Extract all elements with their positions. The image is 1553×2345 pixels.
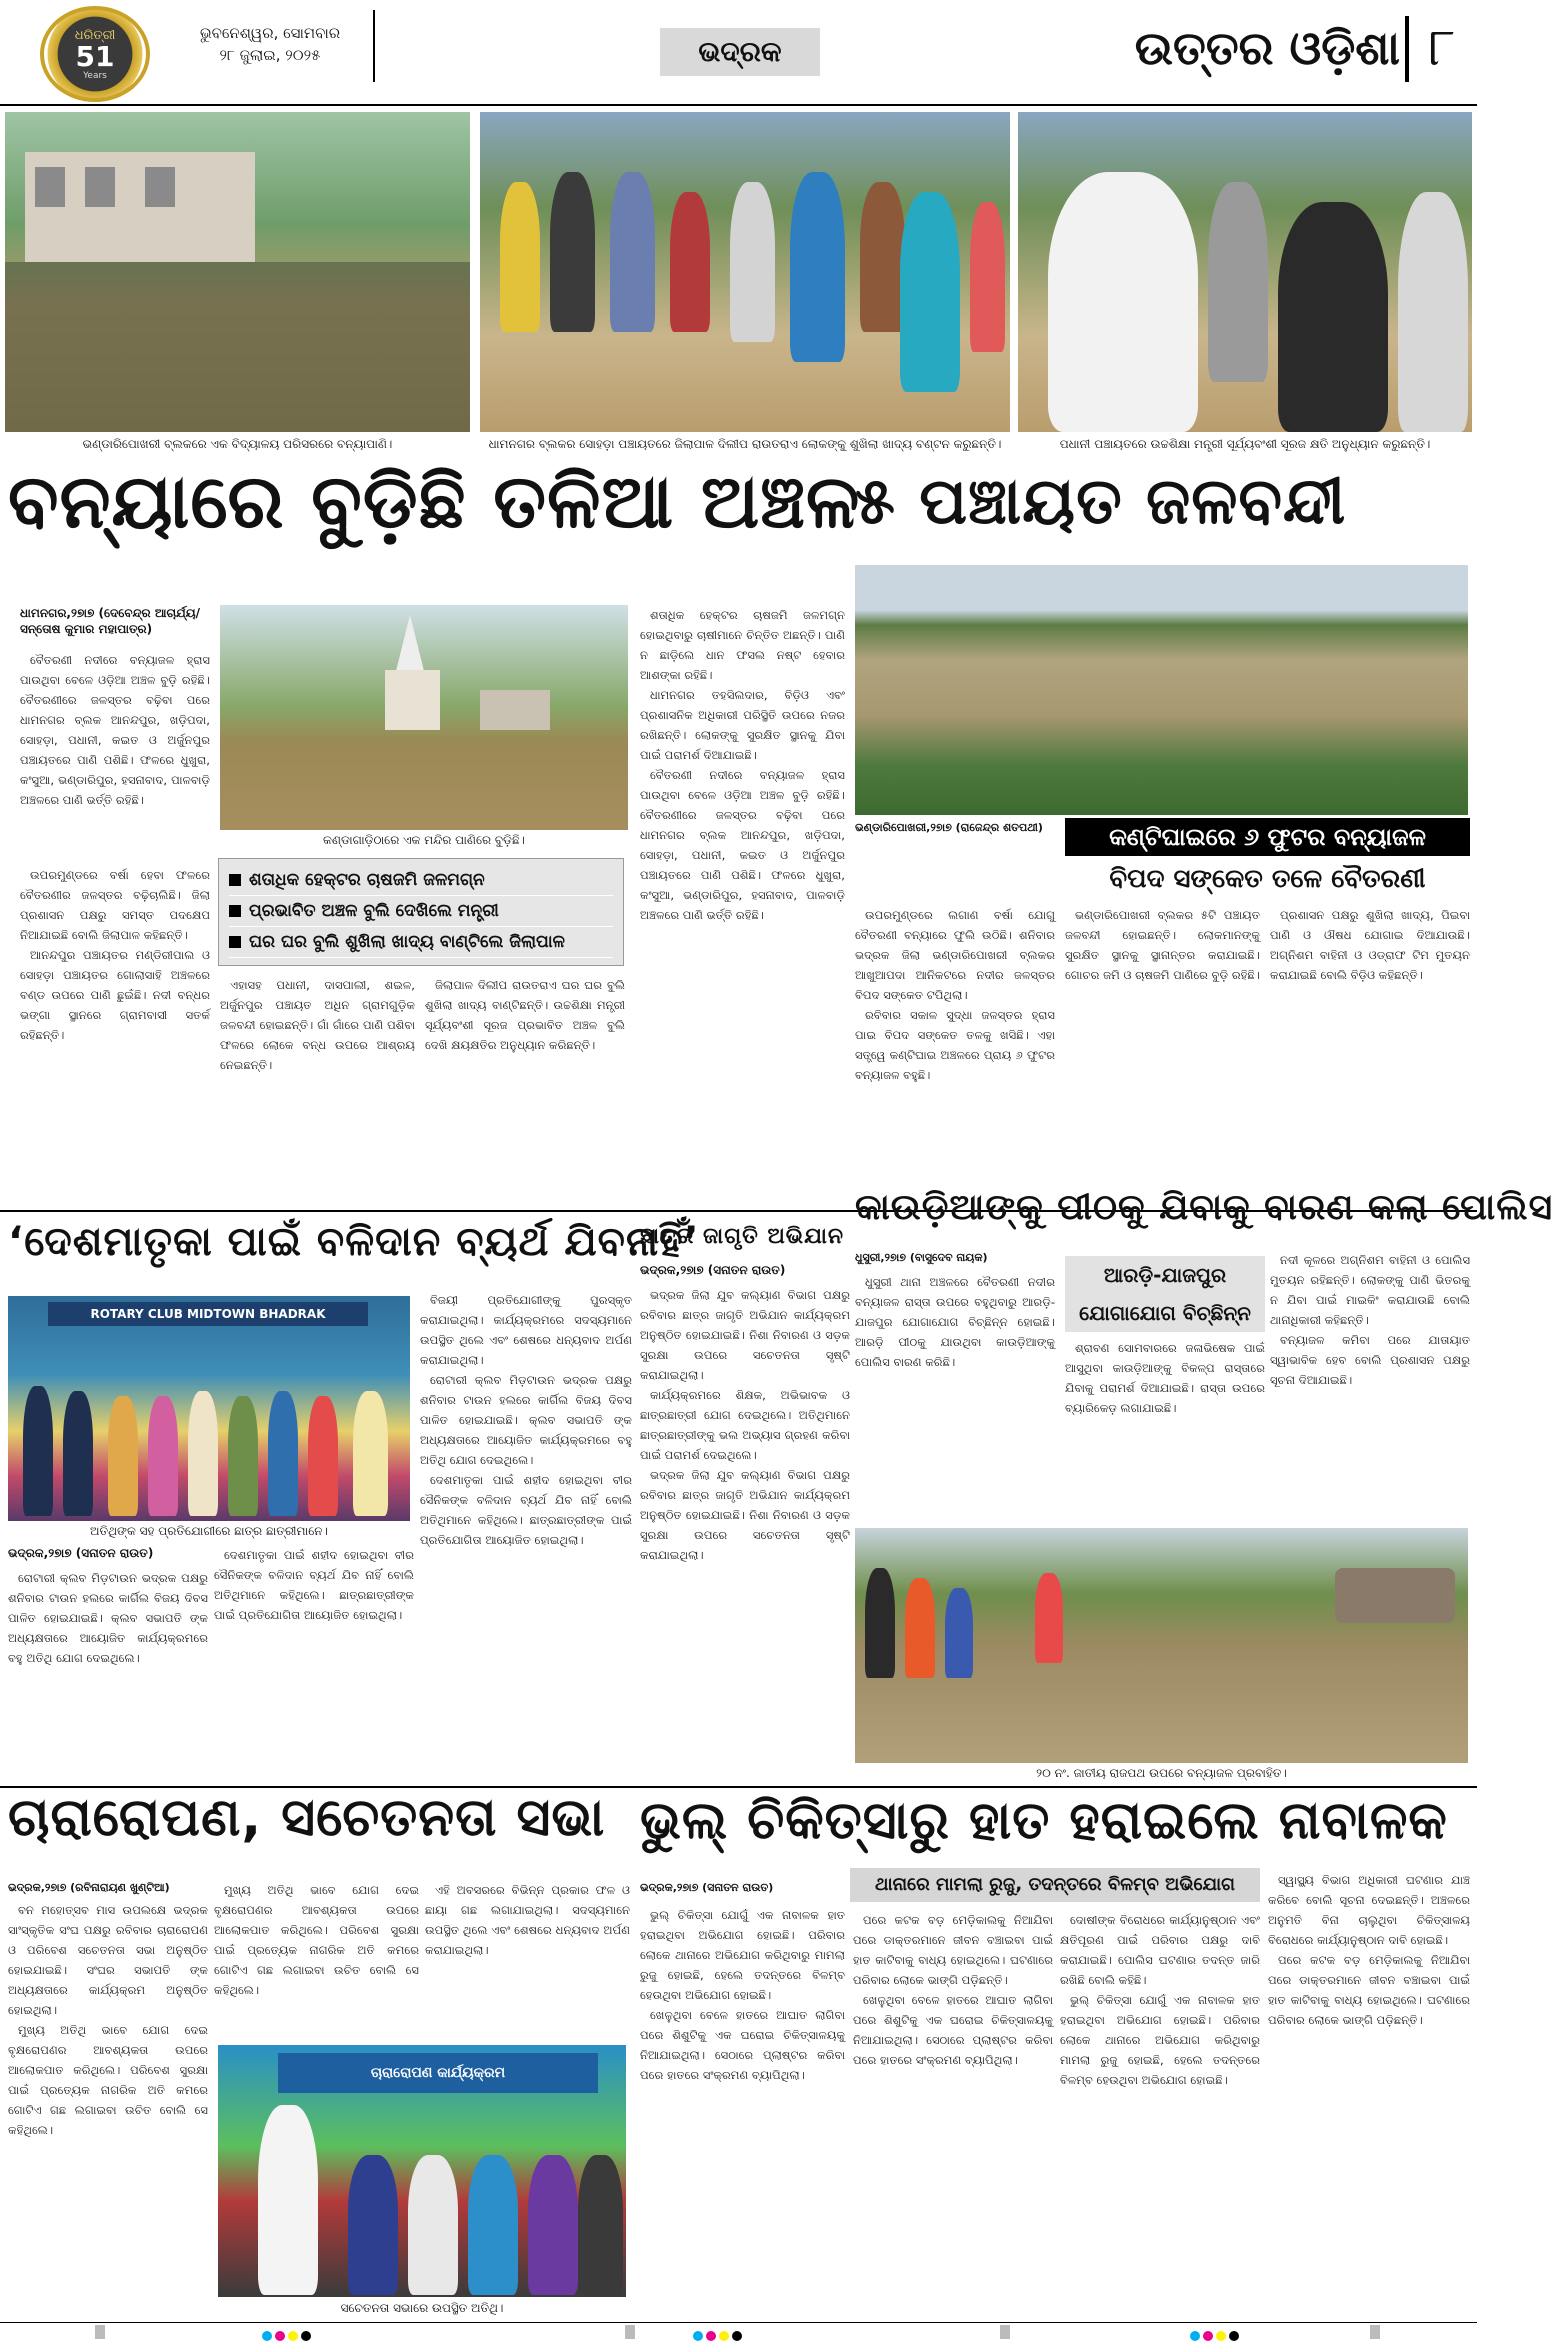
- masthead-emblem: [40, 6, 150, 102]
- story7-headline: ଭୁଲ୍ ଚିକିତ୍ସାରୁ ହାତ ହରାଇଲେ ନାବାଳକ: [640, 1791, 1448, 1851]
- story7-para: ସ୍ୱାସ୍ଥ୍ୟ ବିଭାଗ ଅଧିକାରୀ ଘଟଣାର ଯାଞ୍ଚ କରିବେ ବୋଲି ସୂଚନା ଦେଇଛନ୍ତି। ଅଞ୍ଚଳରେ ଅନୁମତି ବିନା ଚାଲୁଥିବା ଚିକିତ୍ସାଳୟ ବିରୋଧରେ କାର୍ଯ୍ୟାନୁଷ୍ଠାନ ଦାବି ହୋଇଛି।: [1268, 1873, 1470, 1947]
- story5-photo-caption: ୨୦ ନଂ. ଜାତୀୟ ରାଜପଥ ଉପରେ ବନ୍ୟାଜଳ ପ୍ରବାହିତ।: [1036, 1766, 1287, 1780]
- story3-photo-caption: ଅତିଥିଙ୍କ ସହ ପ୍ରତିଯୋଗୀରେ ଛାତ୍ର ଛାତ୍ରୀମାନେ।: [90, 1524, 328, 1538]
- story3-col2: [214, 1545, 414, 1778]
- bullet-text: ପ୍ରଭାବିତ ଅଞ୍ଚଳ ବୁଲି ଦେଖିଲେ ମନ୍ତ୍ରୀ: [249, 901, 499, 921]
- story7-col3: [1060, 1910, 1260, 2320]
- story1-para: ବୈତରଣୀ ନଦୀରେ ବନ୍ୟାଜଳ ହ୍ରାସ ପାଉଥିବା ବେଳେ ଓଡ଼ିଆ ଅଞ୍ଚଳ ବୁଡ଼ି ରହିଛି। ବୈତରଣୀରେ ଜଳସ୍ତର ବଢ଼ିବା ପରେ ଧାମନଗର ବ୍ଲକ ଆନନ୍ଦପୁର, ଖଡ଼ିପଦା, ସୋହଡ଼ା, ପଧାନୀ, କଇତ ଓ ଅର୍ଜୁନପୁର ପଞ୍ଚାୟତରେ ପାଣି ପଶିଛି। ଫଳରେ ଧୁଖୁରା, କଂସୁଆ, ଭଣ୍ଡାରିପୁର, ହସନାବାଦ, ପାଳବାଡ଼ି ଅଞ୍ଚଳରେ ପାଣି ଭର୍ତ୍ତି ରହିଛି।: [20, 653, 210, 807]
- story7-byline: ଭଦ୍ରକ,୨୭ା୭ (ସନାତନ ରାଉତ): [640, 1881, 774, 1894]
- story5-para: ଧୁସୁରୀ ଥାନା ଅଞ୍ଚଳରେ ବୈତରଣୀ ନଦୀର ବନ୍ୟାଜଳ ରାସ୍ତା ଉପରେ ବହୁଥିବାରୁ ଆରଡ଼ି-ଯାଜପୁର ଯୋଗାଯୋଗ ବିଚ୍ଛିନ୍ନ ହୋଇଛି। ଆରଡ଼ି ପୀଠକୁ ଯାଉଥିବା କାଉଡ଼ିଆଙ୍କୁ ପୋଲିସ ବାରଣ କରିଛି।: [855, 1275, 1055, 1369]
- story2-river-photo: [855, 565, 1468, 815]
- story1-para: ଧାମନଗର ତହସିଲଦାର, ବିଡ଼ିଓ ଏବଂ ପ୍ରଶାସନିକ ଅଧିକାରୀ ପରିସ୍ଥିତି ଉପରେ ନଜର ରଖିଛନ୍ତି। ଲୋକଙ୍କୁ ସୁରକ୍ଷିତ ସ୍ଥାନକୁ ଯିବା ପାଇଁ ପରାମର୍ଶ ଦିଆଯାଇଛି।: [640, 688, 845, 762]
- story5-para: ବନ୍ୟାଜଳ କମିବା ପରେ ଯାତାୟାତ ସ୍ୱାଭାବିକ ହେବ ବୋଲି ପ୍ରଶାସନ ପକ୍ଷରୁ ସୂଚନା ଦିଆଯାଇଛି।: [1270, 1333, 1470, 1387]
- story2-byline: ଭଣ୍ଡାରିପୋଖରୀ,୨୭ା୭ (ରାଜେନ୍ଦ୍ର ଶତପଥୀ): [855, 821, 1043, 834]
- story1-temple-photo: [220, 605, 628, 830]
- bullet-text: ଘର ଘର ବୁଲି ଶୁଖିଲା ଖାଦ୍ୟ ବାଣ୍ଟିଲେ ଜିଲାପାଳ: [249, 932, 565, 952]
- story6-photo-caption: ସଚେତନତା ସଭାରେ ଉପସ୍ଥିତ ଅତିଥି।: [340, 2301, 504, 2315]
- story2-subhead: ବିପଦ ସଙ୍କେତ ତଳେ ବୈତରଣୀ: [1109, 864, 1426, 894]
- story5-para: ଶ୍ରାବଣ ସୋମବାରରେ ଜଳାଭିଷେକ ପାଇଁ ଆସୁଥିବା କାଉଡ଼ିଆଙ୍କୁ ବିକଳ୍ପ ରାସ୍ତାରେ ଯିବାକୁ ପରାମର୍ଶ ଦିଆଯାଇଛି। ରାସ୍ତା ଉପରେ ବ୍ୟାରିକେଡ଼ ଲଗାଯାଇଛି।: [1065, 1341, 1265, 1415]
- page-region-title: ଉତ୍ତର ଓଡ଼ିଶା: [1134, 21, 1400, 75]
- story1-headline: ବନ୍ୟାରେ ବୁଡ଼ିଛି ତଳିଆ ଅଞ୍ଚଳ: [8, 459, 861, 545]
- story6-para: ଏହି ଅବସରରେ ବିଭିନ୍ନ ପ୍ରକାର ଫଳ ଓ ଛାୟା ଗଛ ଲଗାଯାଇଥିଲା। ସଦସ୍ୟମାନେ ଉପସ୍ଥିତ ଥିଲେ ଏବଂ ଶେଷରେ ଧନ୍ୟବାଦ ଅର୍ପଣ କରାଯାଇଥିଲା।: [425, 1883, 630, 1957]
- story2-headline: ୫ ପଞ୍ଚାୟତ ଜଳବନ୍ଦୀ: [855, 465, 1347, 539]
- story6-para: ମୁଖ୍ୟ ଅତିଥି ଭାବେ ଯୋଗ ଦେଇ ବୃକ୍ଷରୋପଣର ଆବଶ୍ୟକତା ଉପରେ ଆଲୋକପାତ କରିଥିଲେ। ପରିବେଶ ସୁରକ୍ଷା ପାଇଁ ପ୍ରତ୍ୟେକ ନାଗରିକ ଅତି କମରେ ଗୋଟିଏ ଗଛ ଲଗାଇବା ଉଚିତ ବୋଲି ସେ କହିଥିଲେ।: [214, 1883, 419, 1997]
- story3-event-photo: [8, 1296, 410, 1521]
- color-registration-dots: [1190, 2326, 1250, 2338]
- color-registration-dots: [262, 2326, 322, 2338]
- emblem-number: 51: [75, 39, 115, 73]
- story6-para: ବନ ମହୋତ୍ସବ ମାସ ଉପଲକ୍ଷେ ଭଦ୍ରକ ସାଂସ୍କୃତିକ ସଂଘ ପକ୍ଷରୁ ରବିବାର ଚାରାରୋପଣ ଓ ପରିବେଶ ସଚେତନତା ସଭା ଅନୁଷ୍ଠିତ ହୋଇଯାଇଛି। ସଂଘର ସଭାପତି ଙ୍କ ଅଧ୍ୟକ୍ଷତାରେ କାର୍ଯ୍ୟକ୍ରମ ଅନୁଷ୍ଠିତ ହୋଇଥିଲା।: [8, 1903, 208, 2017]
- story1-col4: [640, 605, 845, 1205]
- story6-headline: ଚାରାରୋପଣ, ସଚେତନତା ସଭା: [8, 1788, 606, 1848]
- story7-col4: [1268, 1870, 1470, 2320]
- registration-mark: [95, 2325, 105, 2339]
- story7-para: ଭୁଲ୍ ଚିକିତ୍ସା ଯୋଗୁଁ ଏକ ନାବାଳକ ହାତ ହରାଇଥିବା ଅଭିଯୋଗ ହୋଇଛି। ପରିବାର ଲୋକେ ଥାନାରେ ଅଭିଯୋଗ କରିଥିବାରୁ ମାମଲା ରୁଜୁ ହୋଇଛି, ହେଲେ ତଦନ୍ତରେ ବିଳମ୍ବ ହେଉଥିବା ଅଭିଯୋଗ ହୋଇଛି।: [1060, 1993, 1260, 2087]
- story6-col1: [8, 1900, 208, 2320]
- emblem-subtitle: Years: [83, 70, 107, 81]
- relief-distribution-photo: [480, 112, 1010, 432]
- story3-headline: ‘ଦେଶମାତୃକା ପାଇଁ ବଳିଦାନ ବ୍ୟର୍ଥ ଯିବନାହିଁ’: [8, 1219, 700, 1265]
- story4-byline: ଭଦ୍ରକ,୨୭ା୭ (ସନାତନ ରାଉତ): [640, 1263, 786, 1277]
- flood-school-photo: [5, 112, 470, 432]
- story5-col2: [1065, 1338, 1265, 1522]
- dateline-date: ୨୮ ଜୁଲାଇ, ୨୦୨୫: [219, 46, 321, 64]
- dateline: [165, 22, 375, 66]
- story4-col1: [640, 1285, 850, 1778]
- story1-para: ଆନନ୍ଦପୁର ପଞ୍ଚାୟତର ମଣ୍ଡିରୀପାଲ ଓ ସୋହଡ଼ା ପଞ୍ଚାୟତର ଗୋଲାସାହି ଅଞ୍ଚଳରେ ବଣ୍ଡ ଉପରେ ପାଣି ଛୁଇଁଛି। ନଦୀ ବନ୍ଧର ଭଙ୍ଗା ସ୍ଥାନରେ ଗ୍ରାମବାସୀ ସତର୍କ ରହିଛନ୍ତି।: [20, 948, 210, 1042]
- header-divider-right: [1405, 16, 1409, 82]
- top-rule: [0, 104, 1477, 106]
- story7-para: ଖେଳୁଥିବା ବେଳେ ହାତରେ ଆଘାତ ଲାଗିବା ପରେ ଶିଶୁଟିକୁ ଏକ ଘରୋଇ ଚିକିତ୍ସାଳୟକୁ ନିଆଯାଇଥିଲା। ସେଠାରେ ପ୍ଲାଷ୍ଟର କରିବା ପରେ ହାତରେ ସଂକ୍ରମଣ ବ୍ୟାପିଥିଲା।: [640, 2008, 845, 2082]
- bullet-item: [229, 896, 613, 927]
- story5-flooded-road-photo: [855, 1528, 1468, 1763]
- story3-para: ଦେଶମାତୃକା ପାଇଁ ଶହୀଦ ହୋଇଥିବା ବୀର ସୈନିକଙ୍କ ବଳିଦାନ ବ୍ୟର୍ଥ ଯିବ ନାହିଁ ବୋଲି ଅତିଥିମାନେ କହିଥିଲେ। ଛାତ୍ରଛାତ୍ରୀଙ୍କ ପାଇଁ ପ୍ରତିଯୋଗିତା ଆୟୋଜିତ ହୋଇଥିଲା।: [214, 1548, 414, 1622]
- story7-para: ଦୋଷୀଙ୍କ ବିରୋଧରେ କାର୍ଯ୍ୟାନୁଷ୍ଠାନ ଏବଂ କ୍ଷତିପୂରଣ ପାଇଁ ପରିବାର ପକ୍ଷରୁ ଦାବି କରାଯାଇଛି। ପୋଲିସ ଘଟଣାର ତଦନ୍ତ ଜାରି ରଖିଛି ବୋଲି କହିଛି।: [1060, 1913, 1260, 1987]
- story6-byline: ଭଦ୍ରକ,୨୭ା୭ (ରବିନାରାୟଣ ଖୁଣ୍ଟିଆ): [8, 1881, 170, 1894]
- story1-para: ଏହାସହ ପଧାନୀ, ଦାସପାଲୀ, ଶଇଳ, ଅର୍ଜୁନପୁର ପଞ୍ଚାୟତ ଅଧିନ ଗ୍ରାମଗୁଡ଼ିକ ଜଳବନ୍ଦୀ ହୋଇଛନ୍ତି। ଗାଁ ଗାଁରେ ପାଣି ପଶିବା ଫଳରେ ଲୋକେ ବନ୍ଧ ଉପରେ ଆଶ୍ରୟ ନେଇଛନ୍ତି।: [220, 978, 415, 1072]
- story3-para: ରୋଟାରୀ କ୍ଲବ ମିଡ଼ଟାଉନ ଭଦ୍ରକ ପକ୍ଷରୁ ଶନିବାର ଟାଉନ ହଲରେ କାର୍ଗିଲ ବିଜୟ ଦିବସ ପାଳିତ ହୋଇଯାଇଛି। କ୍ଲବ ସଭାପତି ଙ୍କ ଅଧ୍ୟକ୍ଷତାରେ ଆୟୋଜିତ କାର୍ଯ୍ୟକ୍ରମରେ ବହୁ ଅତିଥି ଯୋଗ ଦେଇଥିଲେ।: [420, 1373, 632, 1467]
- story7-col1: [640, 1905, 845, 2320]
- story1-bullets: [218, 858, 624, 966]
- story1-col3: [425, 975, 625, 1205]
- story5-headline: କାଉଡ଼ିଆଙ୍କୁ ପୀଠକୁ ଯିବାକୁ ବାରଣ କଲା ପୋଲିସ: [855, 1187, 1553, 1228]
- story3-para: ରୋଟାରୀ କ୍ଲବ ମିଡ଼ଟାଉନ ଭଦ୍ରକ ପକ୍ଷରୁ ଶନିବାର ଟାଉନ ହଲରେ କାର୍ଗିଲ ବିଜୟ ଦିବସ ପାଳିତ ହୋଇଯାଇଛି। କ୍ଲବ ସଭାପତି ଙ୍କ ଅଧ୍ୟକ୍ଷତାରେ ଆୟୋଜିତ କାର୍ଯ୍ୟକ୍ରମରେ ବହୁ ଅତିଥି ଯୋଗ ଦେଇଥିଲେ।: [8, 1571, 208, 1665]
- story3-para: ଦେଶମାତୃକା ପାଇଁ ଶହୀଦ ହୋଇଥିବା ବୀର ସୈନିକଙ୍କ ବଳିଦାନ ବ୍ୟର୍ଥ ଯିବ ନାହିଁ ବୋଲି ଅତିଥିମାନେ କହିଥିଲେ। ଛାତ୍ରଛାତ୍ରୀଙ୍କ ପାଇଁ ପ୍ରତିଯୋଗିତା ଆୟୋଜିତ ହୋଇଥିଲା।: [420, 1473, 632, 1547]
- story4-para: କାର୍ଯ୍ୟକ୍ରମରେ ଶିକ୍ଷକ, ଅଭିଭାବକ ଓ ଛାତ୍ରଛାତ୍ରୀ ଯୋଗ ଦେଇଥିଲେ। ଅତିଥିମାନେ ଛାତ୍ରଛାତ୍ରୀଙ୍କୁ ଭଲ ଅଭ୍ୟାସ ଗ୍ରହଣ କରିବା ପାଇଁ ପରାମର୍ଶ ଦେଇଥିଲେ।: [640, 1388, 850, 1462]
- footer-rule: [0, 2322, 1477, 2323]
- story2-para: ପ୍ରଶାସନ ପକ୍ଷରୁ ଶୁଖିଲା ଖାଦ୍ୟ, ପିଇବା ପାଣି ଓ ଔଷଧ ଯୋଗାଇ ଦିଆଯାଉଛି। ଅଗ୍ନିଶମ ବାହିନୀ ଓ ଓଡ୍ରାଫ ଟିମ ମୁତୟନ କରାଯାଇଛି ବୋଲି ବିଡ଼ିଓ କହିଛନ୍ତି।: [1270, 908, 1470, 982]
- story3-col1: [8, 1568, 208, 1778]
- registration-mark: [1000, 2325, 1010, 2339]
- story7-col2: [853, 1910, 1053, 2320]
- story1-col1: [20, 650, 210, 860]
- story1-para: ଜିଲାପାଳ ଦିଲୀପ ରାଉତରାଏ ଘର ଘର ବୁଲି ଶୁଖିଲା ଖାଦ୍ୟ ବାଣ୍ଟିଛନ୍ତି। ଉଚ୍ଚଶିକ୍ଷା ମନ୍ତ୍ରୀ ସୂର୍ଯ୍ୟବଂଶୀ ସୂରଜ ପ୍ରଭାବିତ ଅଞ୍ଚଳ ବୁଲି ଦେଖି କ୍ଷୟକ୍ଷତିର ଅନୁଧ୍ୟାନ କରିଛନ୍ତି।: [425, 978, 625, 1052]
- story2-para: ଉପରମୁଣ୍ଡରେ ଲଗାଣ ବର୍ଷା ଯୋଗୁ ବୈତରଣୀ ବନ୍ୟାରେ ଫୁଲି ଉଠିଛି। ଶନିବାର ଭଦ୍ରକ ଜିଲା ଭଣ୍ଡାରିପୋଖରୀ ବ୍ଲକର ଆଖୁଆପଦା ଆନିକଟରେ ନଦୀର ଜଳସ୍ତର ବିପଦ ସଙ୍କେତ ଟପିଥିଲା।: [855, 908, 1055, 1002]
- story3-photo-banner: ROTARY CLUB MIDTOWN BHADRAK: [48, 1302, 368, 1326]
- photo-caption-2: ଧାମନଗର ବ୍ଲକର ସୋହଡ଼ା ପଞ୍ଚାୟତରେ ଜିଲାପାଳ ଦିଲୀପ ରାଉତରାଏ ଲୋକଙ୍କୁ ଶୁଖିଲା ଖାଦ୍ୟ ବଣ୍ଟନ କରୁଛନ୍ତି।: [488, 437, 1002, 451]
- story1-col2: [220, 975, 415, 1205]
- story1-para: ଉପରମୁଣ୍ଡରେ ବର୍ଷା ହେବା ଫଳରେ ବୈତରଣୀର ଜଳସ୍ତର ବଢ଼ିଚାଲିଛି। ଜିଲା ପ୍ରଶାସନ ପକ୍ଷରୁ ସମସ୍ତ ପଦକ୍ଷେପ ନିଆଯାଇଛି ବୋଲି ଜିଲାପାଳ କହିଛନ୍ତି।: [20, 868, 210, 942]
- photo-caption-1: ଭଣ୍ଡାରିପୋଖରୀ ବ୍ଲକରେ ଏକ ବିଦ୍ୟାଳୟ ପରିସରରେ ବନ୍ୟାପାଣି।: [82, 437, 393, 451]
- header-divider: [373, 10, 375, 82]
- story6-col2: [214, 1880, 419, 2040]
- story6-meeting-photo: [218, 2045, 626, 2297]
- story1-photo-caption: କଣ୍ଡାଗାଡ଼ିଠାରେ ଏକ ମନ୍ଦିର ପାଣିରେ ବୁଡ଼ିଛି।: [323, 833, 525, 847]
- registration-mark: [1370, 2325, 1380, 2339]
- story3-col3: [420, 1290, 632, 1778]
- story1-para: ଶତାଧିକ ହେକ୍ଟର ଚାଷଜମି ଜଳମଗ୍ନ ହୋଇଥିବାରୁ ଚାଷୀମାନେ ଚିନ୍ତିତ ଅଛନ୍ତି। ପାଣି ନ ଛାଡ଼ିଲେ ଧାନ ଫସଲ ନଷ୍ଟ ହେବାର ଆଶଙ୍କା ରହିଛି।: [640, 608, 845, 682]
- story7-para: ଖେଳୁଥିବା ବେଳେ ହାତରେ ଆଘାତ ଲାଗିବା ପରେ ଶିଶୁଟିକୁ ଏକ ଘରୋଇ ଚିକିତ୍ସାଳୟକୁ ନିଆଯାଇଥିଲା। ସେଠାରେ ପ୍ଲାଷ୍ଟର କରିବା ପରେ ହାତରେ ସଂକ୍ରମଣ ବ୍ୟାପିଥିଲା।: [853, 1993, 1053, 2067]
- story2-para: ଭଣ୍ଡାରିପୋଖରୀ ବ୍ଲକର ୫ଟି ପଞ୍ଚାୟତ ଜଳବନ୍ଦୀ ହୋଇଛନ୍ତି। ଲୋକମାନଙ୍କୁ ସୁରକ୍ଷିତ ସ୍ଥାନକୁ ସ୍ଥାନାନ୍ତର କରାଯାଇଛି। ଗୋଚର ଜମି ଓ ଚାଷଜମି ପାଣିରେ ବୁଡ଼ି ରହିଛି।: [1065, 908, 1260, 982]
- story5-col3: [1270, 1250, 1470, 1522]
- story2-col2: [1065, 905, 1260, 1205]
- bullet-text: ଶତାଧିକ ହେକ୍ଟର ଚାଷଜମି ଜଳମଗ୍ନ: [249, 870, 485, 890]
- story4-headline: ଛାତ୍ର ଜାଗୃତି ଅଭିଯାନ: [640, 1224, 845, 1249]
- photo-caption-3: ପଧାନୀ ପଞ୍ଚାୟତରେ ଉଚ୍ଚଶିକ୍ଷା ମନ୍ତ୍ରୀ ସୂର୍ଯ୍ୟବଂଶୀ ସୂରଜ କ୍ଷତି ଅନୁଧ୍ୟାନ କରୁଛନ୍ତି।: [1059, 437, 1431, 451]
- story3-para: ବିଜୟୀ ପ୍ରତିଯୋଗୀଙ୍କୁ ପୁରସ୍କୃତ କରାଯାଇଥିଲା। କାର୍ଯ୍ୟକ୍ରମରେ ସଦସ୍ୟମାନେ ଉପସ୍ଥିତ ଥିଲେ ଏବଂ ଶେଷରେ ଧନ୍ୟବାଦ ଅର୍ପଣ କରାଯାଇଥିଲା।: [420, 1293, 632, 1367]
- story2-col3: [1270, 905, 1470, 1205]
- story2-para: ରବିବାର ସକାଳ ସୁଦ୍ଧା ଜଳସ୍ତର ହ୍ରାସ ପାଇ ବିପଦ ସଙ୍କେତ ତଳକୁ ଖସିଛି। ଏହା ସତ୍ତ୍ୱେ କଣ୍ଟିଘାଇ ଅଞ୍ଚଳରେ ପ୍ରାୟ ୬ ଫୁଟର ବନ୍ୟାଜଳ ବହୁଛି।: [855, 1008, 1055, 1082]
- story7-para: ଭୁଲ୍ ଚିକିତ୍ସା ଯୋଗୁଁ ଏକ ନାବାଳକ ହାତ ହରାଇଥିବା ଅଭିଯୋଗ ହୋଇଛି। ପରିବାର ଲୋକେ ଥାନାରେ ଅଭିଯୋଗ କରିଥିବାରୁ ମାମଲା ରୁଜୁ ହୋଇଛି, ହେଲେ ତଦନ୍ତରେ ବିଳମ୍ବ ହେଉଥିବା ଅଭିଯୋଗ ହୋଇଛି।: [640, 1908, 845, 2002]
- story5-byline: ଧୁସୁରୀ,୨୭ା୭ (ବାସୁଦେବ ନାୟକ): [855, 1251, 988, 1264]
- story6-para: ମୁଖ୍ୟ ଅତିଥି ଭାବେ ଯୋଗ ଦେଇ ବୃକ୍ଷରୋପଣର ଆବଶ୍ୟକତା ଉପରେ ଆଲୋକପାତ କରିଥିଲେ। ପରିବେଶ ସୁରକ୍ଷା ପାଇଁ ପ୍ରତ୍ୟେକ ନାଗରିକ ଅତି କମରେ ଗୋଟିଏ ଗଛ ଲଗାଇବା ଉଚିତ ବୋଲି ସେ କହିଥିଲେ।: [8, 2023, 208, 2137]
- story4-para: ଭଦ୍ରକ ଜିଲା ଯୁବ କଲ୍ୟାଣ ବିଭାଗ ପକ୍ଷରୁ ରବିବାର ଛାତ୍ର ଜାଗୃତି ଅଭିଯାନ କାର୍ଯ୍ୟକ୍ରମ ଅନୁଷ୍ଠିତ ହୋଇଯାଇଛି। ନିଶା ନିବାରଣ ଓ ସଡ଼କ ସୁରକ୍ଷା ଉପରେ ସଚେତନତା ସୃଷ୍ଟି କରାଯାଇଥିଲା।: [640, 1288, 850, 1382]
- minister-visit-photo: [1018, 112, 1472, 432]
- story1-byline: ଧାମନଗର,୨୭ା୭ (ଦେବେନ୍ଦ୍ର ଆଚାର୍ଯ୍ୟ/ସନ୍ତୋଷ କୁମାର ମହାପାତ୍ର): [20, 606, 200, 636]
- story3-byline: ଭଦ୍ରକ,୨୭ା୭ (ସନାତନ ରାଉତ): [8, 1546, 154, 1560]
- registration-mark: [625, 2325, 635, 2339]
- story5-subhead-box: ଆରଡ଼ି-ଯାଜପୁର ଯୋଗାଯୋଗ ବିଚ୍ଛିନ୍ନ: [1065, 1256, 1265, 1332]
- story5-para: ନଦୀ କୂଳରେ ଅଗ୍ନିଶମ ବାହିନୀ ଓ ପୋଲିସ ମୁତୟନ ରହିଛନ୍ତି। ଲୋକଙ୍କୁ ପାଣି ଭିତରକୁ ନ ଯିବା ପାଇଁ ମାଇକିଂ କରାଯାଉଛି ବୋଲି ଥାନାଧିକାରୀ କହିଛନ୍ତି।: [1270, 1253, 1470, 1327]
- bullet-item: [229, 927, 613, 958]
- story7-para: ପରେ କଟକ ବଡ଼ ମେଡ଼ିକାଲକୁ ନିଆଯିବା ପରେ ଡାକ୍ତରମାନେ ଜୀବନ ବଞ୍ଚାଇବା ପାଇଁ ହାତ କାଟିବାକୁ ବାଧ୍ୟ ହୋଇଥିଲେ। ଘଟଣାରେ ପରିବାର ଲୋକେ ଭାଙ୍ଗି ପଡ଼ିଛନ୍ତି।: [853, 1913, 1053, 1987]
- emblem-title: ଧରିତ୍ରୀ: [74, 27, 116, 43]
- story2-col1: [855, 905, 1055, 1205]
- story7-para: ପରେ କଟକ ବଡ଼ ମେଡ଼ିକାଲକୁ ନିଆଯିବା ପରେ ଡାକ୍ତରମାନେ ଜୀବନ ବଞ୍ଚାଇବା ପାଇଁ ହାତ କାଟିବାକୁ ବାଧ୍ୟ ହୋଇଥିଲେ। ଘଟଣାରେ ପରିବାର ଲୋକେ ଭାଙ୍ଗି ପଡ଼ିଛନ୍ତି।: [1268, 1953, 1470, 2027]
- story7-subhead-bar: ଥାନାରେ ମାମଲା ରୁଜୁ, ତଦନ୍ତରେ ବିଳମ୍ବ ଅଭିଯୋଗ: [850, 1868, 1260, 1902]
- section-label: ଭଦ୍ରକ: [660, 28, 820, 76]
- story5-col1: [855, 1272, 1055, 1522]
- page-number: ୮: [1428, 18, 1456, 78]
- dateline-city-day: ଭୁବନେଶ୍ୱର, ସୋମବାର: [199, 24, 341, 42]
- story1-para: ବୈତରଣୀ ନଦୀରେ ବନ୍ୟାଜଳ ହ୍ରାସ ପାଉଥିବା ବେଳେ ଓଡ଼ିଆ ଅଞ୍ଚଳ ବୁଡ଼ି ରହିଛି। ବୈତରଣୀରେ ଜଳସ୍ତର ବଢ଼ିବା ପରେ ଧାମନଗର ବ୍ଲକ ଆନନ୍ଦପୁର, ଖଡ଼ିପଦା, ସୋହଡ଼ା, ପଧାନୀ, କଇତ ଓ ଅର୍ଜୁନପୁର ପଞ୍ଚାୟତରେ ପାଣି ପଶିଛି। ଫଳରେ ଧୁଖୁରା, କଂସୁଆ, ଭଣ୍ଡାରିପୁର, ହସନାବାଦ, ପାଳବାଡ଼ି ଅଞ୍ଚଳରେ ପାଣି ଭର୍ତ୍ତି ରହିଛି।: [640, 768, 845, 922]
- bullet-item: [229, 865, 613, 896]
- color-registration-dots: [693, 2326, 753, 2338]
- story6-col3: [425, 1880, 630, 2040]
- story1-col1b: [20, 865, 210, 1205]
- story6-photo-banner: ଚାରାରୋପଣ କାର୍ଯ୍ୟକ୍ରମ: [278, 2053, 598, 2093]
- story4-para: ଭଦ୍ରକ ଜିଲା ଯୁବ କଲ୍ୟାଣ ବିଭାଗ ପକ୍ଷରୁ ରବିବାର ଛାତ୍ର ଜାଗୃତି ଅଭିଯାନ କାର୍ଯ୍ୟକ୍ରମ ଅନୁଷ୍ଠିତ ହୋଇଯାଇଛି। ନିଶା ନିବାରଣ ଓ ସଡ଼କ ସୁରକ୍ଷା ଉପରେ ସଚେତନତା ସୃଷ୍ଟି କରାଯାଇଥିଲା।: [640, 1468, 850, 1562]
- story2-banner: କଣ୍ଟିଘାଇରେ ୬ ଫୁଟର ବନ୍ୟାଜଳ: [1065, 818, 1470, 856]
